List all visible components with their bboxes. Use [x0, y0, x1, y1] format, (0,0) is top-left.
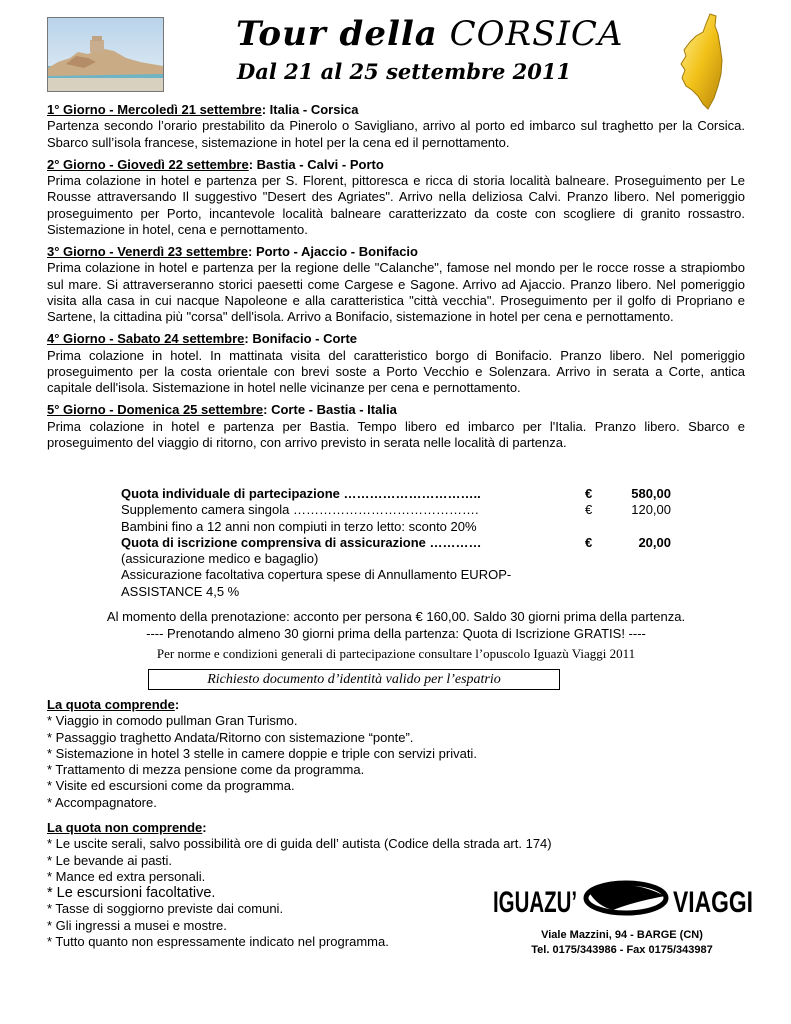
- logo-text-left: IGUAZU’: [493, 886, 577, 919]
- day-heading: [47, 102, 745, 118]
- list-item: * Viaggio in comodo pullman Gran Turismo.: [47, 713, 298, 729]
- agency-contacts: [497, 928, 747, 958]
- day-1: [47, 102, 745, 151]
- day-heading: [47, 244, 745, 260]
- currency-symbol: €: [585, 502, 593, 518]
- agency-phone: Tel. 0175/343986 - Fax 0175/343987: [531, 944, 713, 956]
- list-item: * Accompagnatore.: [47, 794, 157, 810]
- price-row-note: [121, 551, 681, 567]
- day-5: [47, 402, 745, 451]
- price-amount: 20,00: [638, 534, 671, 550]
- price-label: Supplemento camera singola …………………………………….: [121, 502, 479, 518]
- price-amount: 580,00: [631, 486, 671, 501]
- conditions-note: Per norme e condizioni generali di partecipazione consultare l’opuscolo Iguazù Viaggi 2011: [156, 646, 636, 661]
- includes-section: [47, 697, 607, 811]
- list-item: * Passaggio traghetto Andata/Ritorno con sistemazione “ponte”.: [47, 729, 414, 745]
- price-row-bambini: [121, 519, 681, 535]
- document-required-box: Richiesto documento d’identità valido per l’espatrio: [148, 669, 560, 690]
- day-route: : Bastia - Calvi - Porto: [248, 156, 384, 172]
- day-3: [47, 244, 745, 325]
- day-description: Partenza secondo l’orario prestabilito da Pinerolo o Savigliano, arrivo al porto ed imbarco sul traghetto per la Corsica. Sbarco sull’isola francese, sistemazione in hotel per la cena ed il pernottamento.: [47, 118, 745, 150]
- day-2: [47, 157, 745, 238]
- day-route: : Porto - Ajaccio - Bonifacio: [248, 243, 418, 259]
- price-row-annullamento: Assicurazione facoltativa copertura spese di Annullamento EUROP-ASSISTANCE 4,5 %: [121, 567, 512, 599]
- header-photo: [47, 17, 164, 92]
- title-part-2: CORSICA: [449, 14, 624, 54]
- price-label: (assicurazione medico e bagaglio): [121, 551, 319, 567]
- list-item: * Visite ed escursioni come da programma.: [47, 778, 295, 794]
- logo-text-right: VIAGGI: [673, 886, 753, 919]
- list-item: * Tasse di soggiorno previste dai comuni.: [47, 901, 284, 917]
- agency-address: Viale Mazzini, 94 - BARGE (CN): [541, 929, 703, 941]
- price-row-iscrizione: [121, 535, 681, 551]
- day-description: Prima colazione in hotel e partenza per S. Florent, pittoresca e ricca di storia località balneare. Proseguimento per Le Rousse attraversando Il suggestivo "Desert des Agriates". Arrivo nella deliziosa Calvi. Pranzo libero. Nel pomeriggio proseguimento per Porto, incantevole località balneare caratterizzato da coste con scogliere di granito rossastro. Sistemazione in hotel, cena e pernottamento.: [47, 172, 745, 237]
- list-item: * Le escursioni facoltative.: [47, 885, 216, 902]
- day-description: Prima colazione in hotel e partenza per la regione delle "Calanche", famose nel mondo per le rocce rosse a strapiombo sul mare. Si attraverseranno storici paesetti come Cargese e Sagone. Arrivo ad Ajaccio. Pranzo libero. Nel pomeriggio visita alla casa in cui nacque Napoleone e alla caratteristica "città vecchia". Proseguimento per il golfo di Propriano e Sartene, la cittadina più "corsa" dell'isola. Arrivo a Bonifacio, sistemazione in hotel per cena e pernottamento.: [47, 260, 745, 325]
- currency-symbol: €: [585, 486, 593, 501]
- price-amount: 120,00: [631, 502, 671, 518]
- list-item: * Tutto quanto non espressamente indicato nel programma.: [47, 934, 389, 950]
- day-route: : Corte - Bastia - Italia: [263, 402, 397, 418]
- corsica-map-icon: [676, 12, 726, 112]
- currency-symbol: €: [585, 534, 593, 550]
- price-row-quota: [121, 486, 681, 502]
- list-item: * Sistemazione in hotel 3 stelle in camere doppie e triple con servizi privati.: [47, 745, 477, 761]
- free-registration-note: ---- Prenotando almeno 30 giorni prima della partenza: Quota di Iscrizione GRATIS! ----: [146, 626, 646, 641]
- deposit-note: Al momento della prenotazione: acconto per persona € 160,00. Saldo 30 giorni prima della partenza.: [106, 609, 686, 624]
- price-row-singola: [121, 502, 681, 518]
- list-item: * Trattamento di mezza pensione come da programma.: [47, 762, 365, 778]
- list-item: * Gli ingressi a musei e mostre.: [47, 917, 227, 933]
- page-subtitle: Dal 21 al 25 settembre 2011: [237, 59, 572, 84]
- day-heading: [47, 331, 745, 347]
- price-table: [121, 486, 681, 600]
- list-item: * Le uscite serali, salvo possibilità ore di guida dell’ autista (Codice della strada art. 174): [47, 836, 552, 852]
- day-label: 5° Giorno - Domenica 25 settembre: [47, 402, 264, 418]
- list-item: * Le bevande ai pasti.: [47, 852, 173, 868]
- day-route: : Italia - Corsica: [261, 102, 359, 117]
- includes-heading: La quota comprende:: [47, 697, 180, 712]
- price-label: Bambini fino a 12 anni non compiuti in terzo letto: sconto 20%: [121, 518, 477, 534]
- day-label: 1° Giorno - Mercoledì 21 settembre: [47, 102, 262, 117]
- day-label: 3° Giorno - Venerdì 23 settembre: [47, 243, 248, 259]
- booking-notes: [47, 608, 745, 642]
- itinerary: [47, 102, 745, 457]
- page-title: [236, 14, 623, 54]
- list-item: * Mance ed extra personali.: [47, 868, 206, 884]
- day-description: Prima colazione in hotel e partenza per Bastia. Tempo libero ed imbarco per l'Italia. Pranzo libero. Sbarco e proseguimento del viaggio di ritorno, con arrivo previsto in serata nelle località di partenza.: [47, 418, 745, 450]
- day-heading: [47, 402, 745, 418]
- title-part-1: Tour della: [236, 14, 438, 54]
- day-description: Prima colazione in hotel. In mattinata visita del caratteristico borgo di Bonifacio. Pranzo libero. Nel pomeriggio proseguimento per la costa orientale con brevi soste a Porto Vecchio e Solenzara. Arrivo in serata a Corte, antica capitale dell'isola. Sistemazione in hotel nelle vicinanze per cena e pernottamento.: [47, 347, 745, 396]
- price-label: Quota di iscrizione comprensiva di assicurazione …………: [121, 534, 482, 550]
- day-label: 4° Giorno - Sabato 24 settembre: [47, 331, 245, 347]
- price-label: Quota individuale di partecipazione …………………………..: [121, 486, 481, 501]
- agency-logo: [493, 872, 755, 922]
- day-4: [47, 331, 745, 396]
- day-route: : Bonifacio - Corte: [244, 331, 358, 347]
- excludes-heading: La quota non comprende:: [47, 820, 207, 835]
- day-label: 2° Giorno - Giovedì 22 settembre: [47, 156, 249, 172]
- day-heading: [47, 157, 745, 173]
